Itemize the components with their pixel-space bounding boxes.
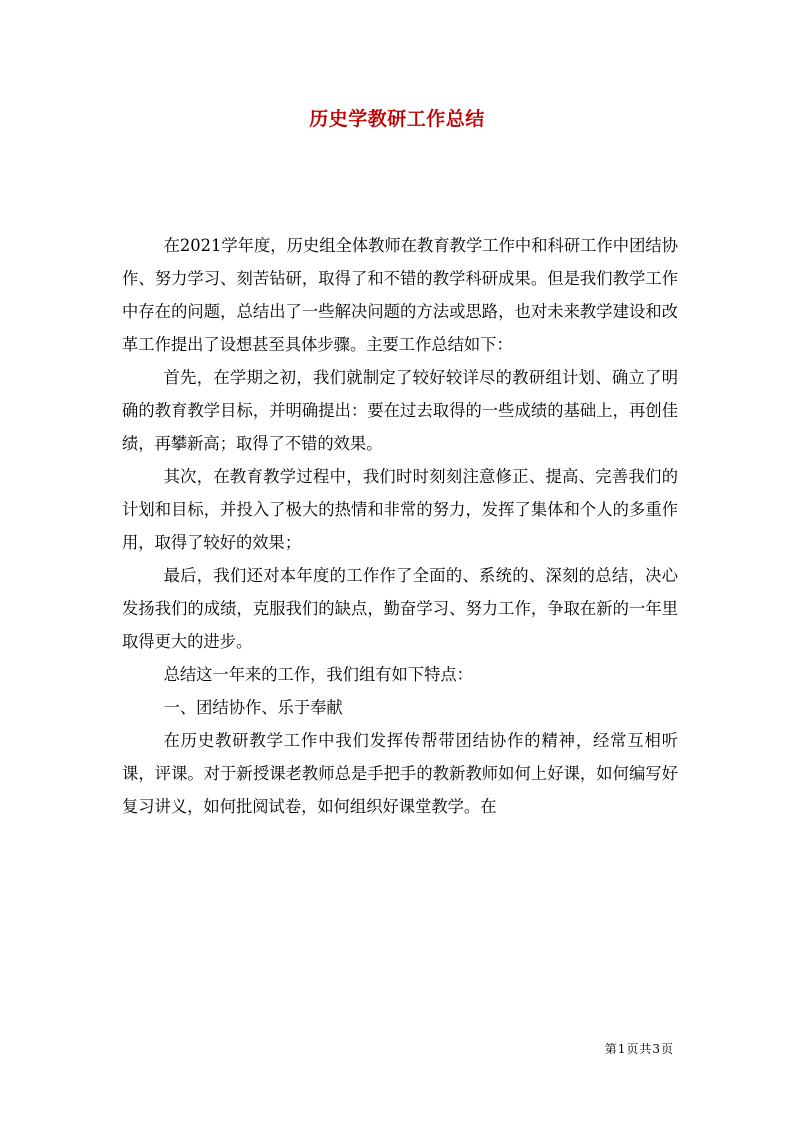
paragraph: 在历史教研教学工作中我们发挥传帮带团结协作的精神，经常互相听课，评课。对于新授课老教师总是手把手的教新教师如何上好课，如何编写好复习讲义，如何批阅试卷，如何组织好课堂教学。在	[122, 731, 678, 816]
document-body	[122, 229, 678, 823]
section-heading: 一、团结协作、乐于奉献	[163, 698, 343, 717]
page-number: 第1页共3页	[604, 1042, 674, 1056]
paragraph: 总结这一年来的工作，我们组有如下特点：	[163, 665, 473, 684]
paragraph: 最后，我们还对本年度的工作作了全面的、系统的、深刻的总结，决心发扬我们的成绩，克服我们的缺点，勤奋学习、努力工作，争取在新的一年里取得更大的进步。	[122, 566, 678, 651]
document-title: 历史学教研工作总结	[309, 108, 485, 130]
paragraph: 其次，在教育教学过程中，我们时时刻刻注意修正、提高、完善我们的计划和目标，并投入了极大的热情和非常的努力，发挥了集体和个人的多重作用，取得了较好的效果；	[122, 467, 678, 552]
paragraph: 首先，在学期之初，我们就制定了较好较详尽的教研组计划、确立了明确的教育教学目标，并明确提出：要在过去取得的一些成绩的基础上，再创佳绩，再攀新高；取得了不错的效果。	[122, 368, 678, 453]
paragraph: 在2021学年度，历史组全体教师在教育教学工作中和科研工作中团结协作、努力学习、刻苦钻研，取得了和不错的教学科研成果。但是我们教学工作中存在的问题，总结出了一些解决问题的方法或思路，也对未来教学建设和改革工作提出了设想甚至具体步骤。主要工作总结如下：	[122, 236, 678, 354]
